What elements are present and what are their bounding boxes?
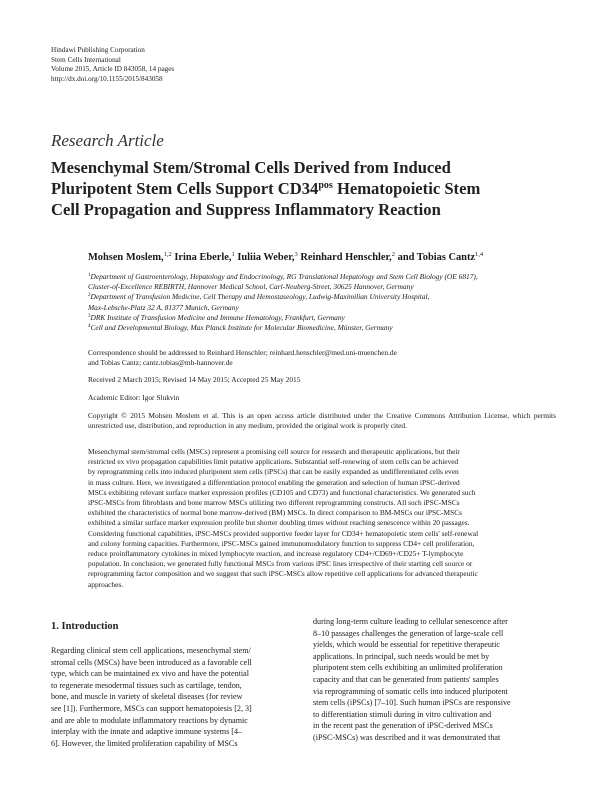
academic-editor: Academic Editor: Igor Slukvin — [88, 393, 180, 402]
author-affil: 1,2 — [163, 251, 172, 258]
body-text-line: applications. In principal, such needs would be met by — [313, 651, 490, 661]
abstract-line: reduce proinflammatory cytokines in mixed lymphocyte reaction, and increase regulatory CD4+/CD69+/CD25+ T-lymphocyte — [88, 549, 464, 559]
abstract-line: exhibited the characteristics of normal bone marrow-derived (BM) MSCs. In direct comparison to BM-MSCs our iPSC-MSCs — [88, 508, 462, 518]
abstract-line: and colony forming capacities. Furthermore, iPSC-MSCs gained immunomodulatory function to suppress CD4+ cell proliferation, — [88, 538, 475, 548]
author-name: Mohsen Moslem, — [88, 252, 164, 263]
title-superscript: pos — [318, 180, 333, 191]
body-text-line: 8–10 passages challenges the generation of large-scale cell — [313, 628, 504, 638]
body-text-line: yields, which would be essential for repetitive therapeutic — [313, 640, 500, 650]
article-dates: Received 2 March 2015; Revised 14 May 2015; Accepted 25 May 2015 — [88, 375, 301, 384]
body-text-line: (iPSC-MSCs) was described and it was demonstrated that — [313, 732, 501, 742]
volume-line: Volume 2015, Article ID 843058, 14 pages — [51, 65, 175, 74]
section-heading: 1. Introduction — [51, 621, 119, 632]
article-title — [51, 157, 561, 220]
title-line-3: Cell Propagation and Suppress Inflammatory Reaction — [51, 200, 441, 219]
body-text-line: bone, and muscle in variety of skeletal diseases (for review — [51, 692, 243, 702]
copyright-notice: Copyright © 2015 Mohsen Moslem et al. This is an open access article distributed under the Creative Commons Attribution License, which permits unrestricted use, distribution, and reproduction in any medium, provided the original work is properly cited. — [88, 411, 556, 431]
body-text-line: and are able to modulate inflammatory reactions by dynamic — [51, 715, 248, 725]
abstract-line: reprogramming factor composition and we suggest that such iPSC-MSCs allow repetitive cell applications for advanced therapeutic — [88, 569, 478, 579]
affiliation-number: 4 — [88, 324, 91, 330]
affiliations — [88, 272, 568, 333]
body-text-line: to differentiation stimuli during in vitro cultivation and — [313, 709, 492, 719]
affiliation-text: Cell and Developmental Biology, Max Planck Institute for Molecular Biomedicine, Münster, Germany — [90, 323, 393, 333]
correspondence — [88, 348, 556, 368]
body-text-line: capacity and that can be generated from patients' samples — [313, 674, 499, 684]
affiliation-number: 2 — [88, 293, 91, 299]
title-line-2 — [51, 178, 561, 199]
affiliation-text: DRK Institute of Transfusion Medicine and Immune Hematology, Frankfurt, Germany — [90, 312, 345, 322]
body-text-line: during long-term culture leading to cellular senescence after — [313, 617, 508, 626]
author-list — [88, 252, 483, 263]
affiliation — [88, 313, 568, 323]
affiliation — [88, 292, 568, 302]
doi-link[interactable]: http://dx.doi.org/10.1155/2015/843058 — [51, 74, 163, 83]
body-text-line: pluripotent stem cells exhibiting an unlimited proliferation — [313, 663, 503, 673]
title-line-2-tail: Hematopoietic Stem — [332, 179, 481, 198]
abstract — [88, 447, 556, 590]
abstract-line: approaches. — [88, 579, 124, 589]
body-column-right — [313, 616, 550, 744]
abstract-line: Considering functional capabilities, iPSC-MSCs provided supportive feeder layer for CD34+ hematopoietic stem cells' self-renewal — [88, 528, 479, 538]
affiliation-text: Department of Transfusion Medicine, Cell Therapy and Hemostaseology, Ludwig-Maximilian University Hospital, — [90, 292, 430, 302]
journal-name: Stem Cells International — [51, 55, 121, 64]
author-name: Reinhard Henschler, — [297, 252, 392, 263]
body-text-line: via reprogramming of somatic cells into induced pluripotent — [313, 686, 508, 696]
author-affil: 1 — [231, 251, 235, 258]
article-type: Research Article — [51, 131, 164, 150]
author-affil: 3 — [294, 251, 298, 258]
author-name: Iuliia Weber, — [234, 252, 295, 263]
abstract-line: iPSC-MSCs from fibroblasts and bone marrow MSCs utilizing two different reprogramming constructs. All such iPSC-MSCs — [88, 498, 460, 508]
affiliation-cont: Cluster-of-Excellence REBIRTH, Hannover Medical School, Carl-Neuberg-Street, 30625 Hannover, Germany — [88, 282, 414, 292]
journal-header — [51, 46, 174, 84]
body-text-line: see [1]). Furthermore, MSCs can support hematopoiesis [2, 3] — [51, 703, 252, 713]
body-text-line: stem cells (iPSCs) [7–10]. Such human iPSCs are responsive — [313, 698, 511, 708]
title-line-2-text: Pluripotent Stem Cells Support CD34 — [51, 179, 319, 198]
affiliation-number: 1 — [88, 273, 91, 278]
abstract-line: restricted ex vivo propagation capabilities limit putative applications. Substantial self-renewing of stem cells can be achieved — [88, 457, 459, 467]
body-text-line: Regarding clinical stem cell applications, mesenchymal stem/ — [51, 646, 251, 655]
body-text-line: to regenerate mesodermal tissues such as cartilage, tendon, — [51, 680, 242, 690]
title-line-1: Mesenchymal Stem/Stromal Cells Derived from Induced — [51, 158, 451, 177]
body-text-line: interplay with the innate and adaptive immune systems [4– — [51, 727, 243, 737]
affiliation — [88, 323, 568, 333]
abstract-line: MSCs exhibiting relevant surface marker expression profiles (CD105 and CD73) and functional characteristics. We generated such — [88, 487, 476, 497]
publisher-line: Hindawi Publishing Corporation — [51, 46, 145, 54]
affiliation-number: 3 — [88, 313, 91, 319]
author-affil: 2 — [391, 251, 396, 258]
affiliation-cont: Max-Lebsche-Platz 32 A, 81377 Munich, Germany — [88, 302, 239, 312]
abstract-line: population. In conclusion, we generated fully functional MSCs from various iPSC lines irrespective of their starting cell source or — [88, 559, 473, 569]
abstract-line: exhibited a similar surface marker expression profile but shorter doubling times without reaching senescence within 20 passages. — [88, 518, 470, 528]
body-text-line: type, which can be maintained ex vivo and have the potential — [51, 669, 250, 679]
abstract-line: in mass culture. Here, we investigated a differentiation protocol enabling the generation and selection of human iPSC-derived — [88, 477, 460, 487]
body-text-line: stromal cells (MSCs) have been introduced as a favorable cell — [51, 657, 252, 667]
body-column-left — [51, 645, 288, 749]
correspondence-line: Correspondence should be addressed to Reinhard Henschler; reinhard.henschler@med.uni-muenchen.de — [88, 348, 397, 357]
correspondence-line: and Tobias Cantz; cantz.tobias@mh-hannover.de — [88, 358, 233, 368]
author-name: and Tobias Cantz — [395, 252, 476, 263]
author-affil: 1,4 — [475, 251, 484, 258]
affiliation-text: Department of Gastroenterology, Hepatology and Endocrinology, RG Translational Hepatology and Stem Cell Biology (OE 6817), — [90, 272, 478, 281]
abstract-line: by reprogramming cells into induced pluripotent stem cells (iPSCs) that can be easily expanded as undifferentiated cells even — [88, 467, 459, 477]
abstract-line: Mesenchymal stem/stromal cells (MSCs) represent a promising cell source for research and therapeutic applications, but their — [88, 447, 460, 456]
author-name: Irina Eberle, — [171, 252, 232, 263]
body-text-line: in the recent past the generation of iPSC-derived MSCs — [313, 721, 493, 731]
affiliation — [88, 272, 568, 282]
body-text-line: 6]. However, the limited proliferation capability of MSCs — [51, 738, 238, 748]
